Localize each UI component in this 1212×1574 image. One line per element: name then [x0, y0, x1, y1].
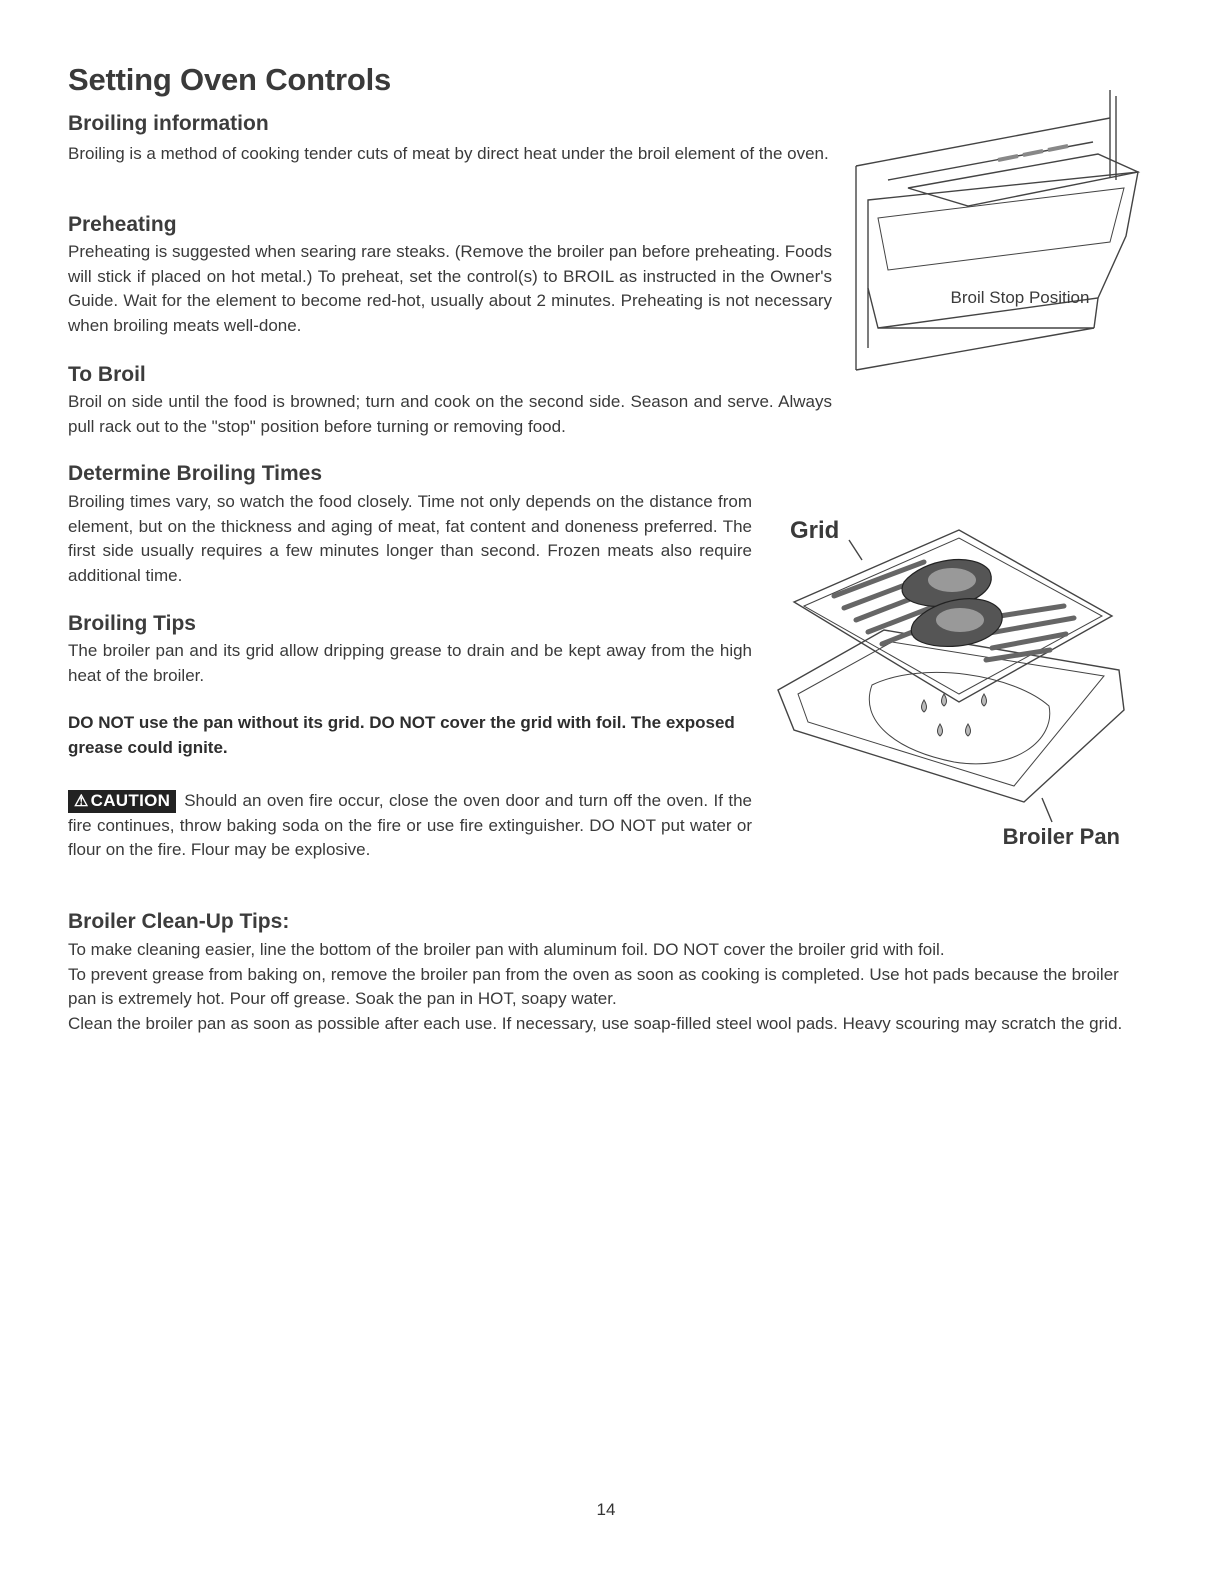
caution-text: Should an oven fire occur, close the oven door and turn off the oven. If the fire continues, throw baking soda on the fire or use fire extinguisher. DO NOT put water or flour on the fire. Flour may be explosive.: [68, 791, 752, 859]
broiler-pan-label: Broiler Pan: [1002, 824, 1120, 849]
grid-label: Grid: [790, 517, 840, 544]
to-broil-text: Broil on side until the food is browned; turn and cook on the second side. Season and serve. Always pull rack out to the "stop" position before turning or removing food.: [68, 392, 832, 436]
warning-triangle-icon: ⚠: [74, 793, 89, 810]
caution-badge-label: CAUTION: [90, 791, 171, 810]
caution-paragraph: [68, 789, 752, 863]
to-broil-heading: To Broil: [68, 363, 146, 386]
caution-badge: [68, 790, 176, 813]
cleanup-line: To prevent grease from baking on, remove the broiler pan from the oven as soon as cooking is completed. Use hot pads because the broiler pan is extremely hot. Pour off grease. Soak the pan in HOT, soapy water.: [68, 964, 1119, 1008]
oven-door-illustration: [848, 88, 1158, 378]
broiler-pan-illustration: [774, 510, 1134, 855]
cleanup-list: [68, 938, 1130, 1036]
broiling-tips-warning: DO NOT use the pan without its grid. DO NOT cover the grid with foil. The exposed grease could ignite.: [68, 713, 735, 757]
broiling-info-heading: Broiling information: [68, 112, 269, 135]
page-number: 14: [596, 1500, 616, 1519]
broiling-times-text: Broiling times vary, so watch the food closely. Time not only depends on the distance from element, but on the thickness and aging of meat, fat content and doneness preferred. The first side usually requires a few minutes longer than second. Frozen meats also require additional time.: [68, 492, 752, 585]
cleanup-line: To make cleaning easier, line the bottom of the broiler pan with aluminum foil. DO NOT cover the broiler grid with foil.: [68, 940, 945, 959]
broiling-times-heading: Determine Broiling Times: [68, 462, 323, 485]
preheating-heading: Preheating: [68, 213, 177, 236]
cleanup-line: Clean the broiler pan as soon as possible after each use. If necessary, use soap-filled steel wool pads. Heavy scouring may scratch the grid.: [68, 1013, 1123, 1033]
broiling-tips-text: The broiler pan and its grid allow dripping grease to drain and be kept away from the high heat of the broiler.: [68, 641, 752, 685]
broiling-info-text: Broiling is a method of cooking tender cuts of meat by direct heat under the broil element of the oven.: [68, 144, 829, 163]
oven-label: Broil Stop Position: [950, 288, 1090, 307]
page-title: Setting Oven Controls: [68, 62, 392, 97]
preheating-text: Preheating is suggested when searing rare steaks. (Remove the broiler pan before preheating. Foods will stick if placed on hot metal.) To preheat, set the control(s) to BROIL as instructed in the Owner's Guide. Wait for the element to become red-hot, usually about 2 minutes. Preheating is not necessary when broiling meats well-done.: [68, 242, 832, 335]
cleanup-heading: Broiler Clean-Up Tips:: [68, 910, 290, 933]
broiling-tips-heading: Broiling Tips: [68, 612, 196, 635]
